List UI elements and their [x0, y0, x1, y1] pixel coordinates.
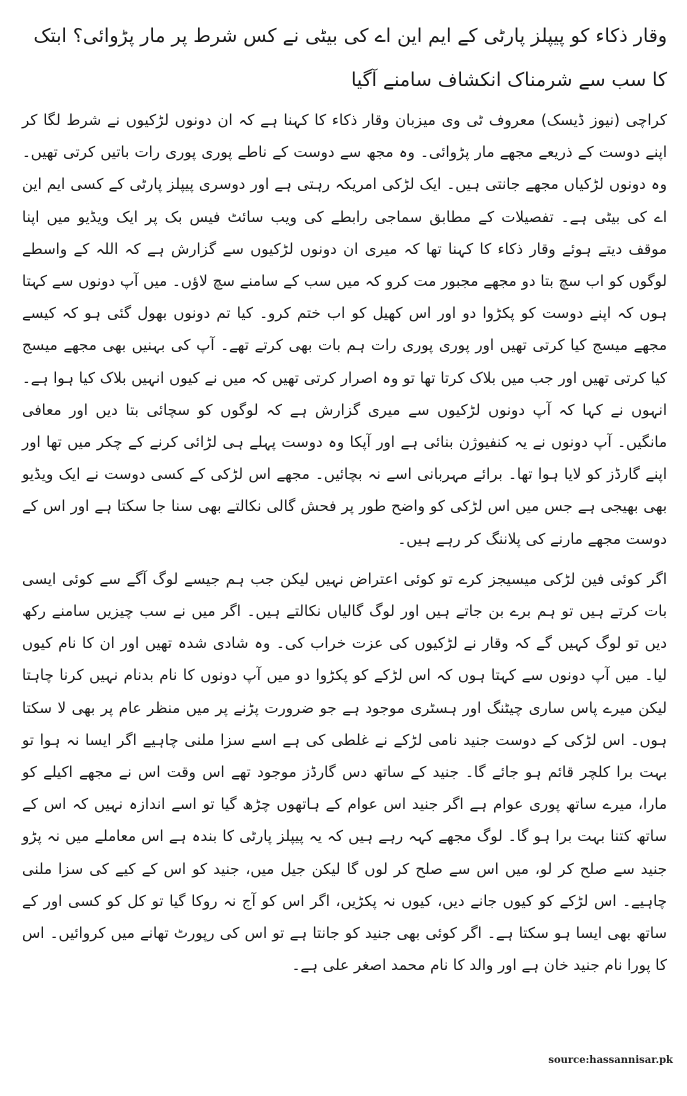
article-paragraph-2: اگر کوئی فین لڑکی میسیجز کرے تو کوئی اعتراض نہیں لیکن جب ہم جیسے لوگ آگے سے کوئی ایسی بات کرتے ہیں تو ہم برے بن جاتے ہیں اور لوگ گالیاں نکالتے ہیں۔ اگر میں نے سب چیزیں سامنے رکھ دیں تو لوگ کہیں گے کہ وقار نے لڑکیوں کی عزت خراب کی۔ وہ شادی شدہ تھیں اور ان کا نام کیوں لیا۔ میں آپ دونوں سے کہتا ہوں کہ اس لڑکے کو پکڑوا دو میں آپ دونوں کا نام بدنام نہیں کرنا چاہتا لیکن میرے پاس ساری چیٹنگ اور ہسٹری موجود ہے جو ضرورت پڑنے پر میں منظر عام پر بھی لا سکتا ہوں۔ اس لڑکی کے دوست جنید نامی لڑکے نے غلطی کی ہے اسے سزا ملنی چاہیے اگر ایسا نہ ہوا تو بہت برا کلچر قائم ہو جائے گا۔ جنید کے ساتھ دس گارڈز موجود تھے اس وقت اس نے مجھے اکیلے کو مارا، میرے ساتھ پوری عوام ہے اگر جنید اس عوام کے ہاتھوں چڑھ گیا تو اسے اندازہ نہیں کہ اس کے ساتھ کتنا بہت برا ہو گا۔ لوگ مجھے کہہ رہے ہیں کہ یہ پیپلز پارٹی کا بندہ ہے اس معاملے میں نہ پڑو جنید سے صلح کر لو، میں اس سے صلح کر لوں گا لیکن جیل میں، جنید کو اس کے کیے کی سزا ملنی چاہیے۔ اس لڑکے کو کیوں جانے دیں، کیوں نہ پکڑیں، اگر اس کو آج نہ روکا گیا تو کل کو کسی اور کے ساتھ بھی ایسا ہو سکتا ہے۔ اگر کوئی بھی جنید کو جانتا ہے تو اس کی رپورٹ تھانے میں کروائیں۔ اس کا پورا نام جنید خان ہے اور والد کا نام محمد اصغر علی ہے۔	[22, 569, 667, 975]
article-paragraph-1: کراچی (نیوز ڈیسک) معروف ٹی وی میزبان وقار ذکاء کا کہنا ہے کہ ان دونوں لڑکیوں نے شرط لگا کر اپنے دوست کے ذریعے مجھے مار پڑوائی۔ وہ مجھ سے دوست کے ناطے پوری پوری رات باتیں کرتی تھیں۔ وہ دونوں لڑکیاں مجھے جانتی ہیں۔ ایک لڑکی امریکہ رہتی ہے اور دوسری پیپلز پارٹی کے کسی ایم این اے کی بیٹی ہے۔ تفصیلات کے مطابق سماجی رابطے کی ویب سائٹ فیس بک پر ایک ویڈیو میں اپنا موقف دیتے ہوئے وقار ذکاء کا کہنا تھا کہ میری ان دونوں لڑکیوں سے گزارش ہے کہ اللہ کے واسطے لوگوں کو اب سچ بتا دو مجھے مجبور مت کرو کہ میں سب کے سامنے سچ لاؤں۔ میں آپ دونوں سے کہتا ہوں کہ اپنے دوست کو پکڑوا دو اور اس کھیل کو اب ختم کرو۔ کیا تم دونوں بھول گئی ہو کہ کیسے مجھے میسج کیا کرتی تھیں اور پوری پوری رات ہم بات بھی کرتے تھے۔ آپ کی بہنیں بھی مجھے میسج کیا کرتی تھیں اور جب میں بلاک کرتا تھا تو وہ اصرار کرتی تھیں کہ میں نے کیوں انہیں بلاک کیا ہوا ہے۔ انہوں نے کہا کہ آپ دونوں لڑکیوں سے میری گزارش ہے کہ لوگوں کو سچائی بتا دیں اور معافی مانگیں۔ آپ دونوں نے یہ کنفیوژن بنائی ہے اور آپکا وہ دوست پہلے ہی لڑائی کرنے کے چکر میں تھا اور اپنے گارڈز کو لایا ہوا تھا۔ برائے مہربانی اسے نہ بچائیں۔ مجھے اس لڑکی کے کسی دوست نے ایک ویڈیو بھی بھیجی ہے جس میں اس لڑکی کو واضح طور پر فحش گالی نکالتے بھی سنا جا سکتا ہے اور اس کے دوست مجھے مارنے کی پلاننگ کر رہے ہیں۔	[22, 111, 667, 548]
source-credit: source:hassannisar.pk	[548, 1055, 673, 1066]
article-headline: وقار ذکاء کو پیپلز پارٹی کے ایم این اے کی بیٹی نے کس شرط پر مار پڑوائی؟ ابتک کا سب سے شرمناک انکشاف سامنے آگیا	[33, 25, 667, 91]
